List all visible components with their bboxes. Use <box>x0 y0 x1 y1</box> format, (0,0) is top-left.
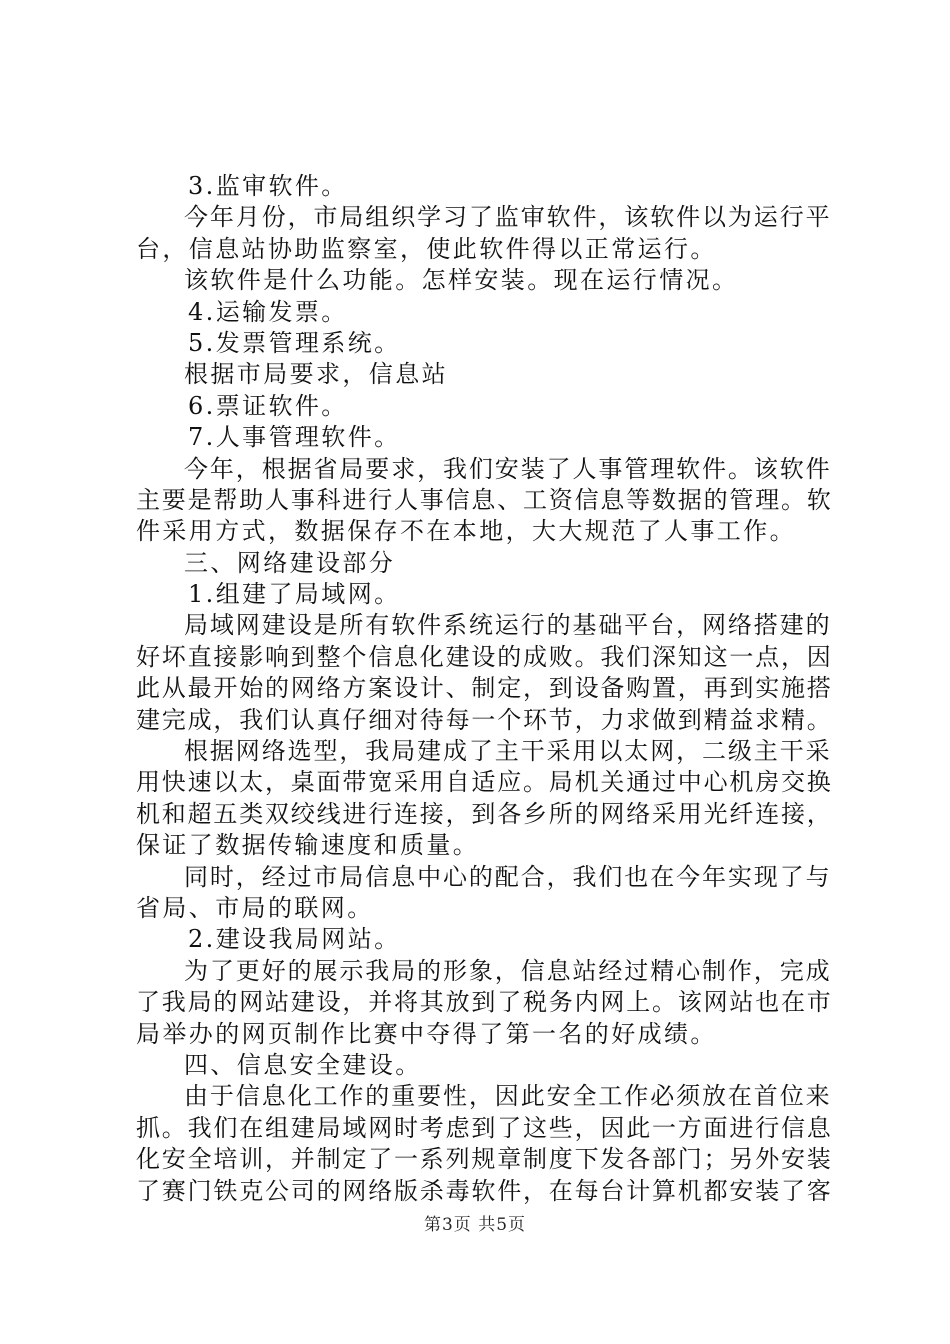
paragraph-line: 为了更好的展示我局的形象，信息站经过精心制作，完成 <box>184 956 832 985</box>
paragraph-line: 根据网络选型，我局建成了主干采用以太网，二级主干采 <box>184 737 832 766</box>
heading-line: 4.运输发票。 <box>188 297 348 326</box>
paragraph-line: 件采用方式，数据保存不在本地，大大规范了人事工作。 <box>136 517 796 546</box>
paragraph-line: 抓。我们在组建局域网时考虑到了这些，因此一方面进行信息 <box>136 1113 833 1142</box>
paragraph-line: 由于信息化工作的重要性，因此安全工作必须放在首位来 <box>184 1082 832 1111</box>
heading-line: 1.组建了局域网。 <box>188 580 401 609</box>
paragraph-line: 建完成，我们认真仔细对待每一个环节，力求做到精益求精。 <box>136 705 833 734</box>
paragraph-line: 主要是帮助人事科进行人事信息、工资信息等数据的管理。软 <box>136 485 833 514</box>
paragraph-line: 好坏直接影响到整个信息化建设的成败。我们深知这一点，因 <box>136 642 833 671</box>
page-number-footer: 第3页 共5页 <box>423 1215 527 1235</box>
paragraph-line: 今年月份，市局组织学习了监审软件，该软件以为运行平 <box>184 203 832 232</box>
heading-line: 6.票证软件。 <box>188 391 348 420</box>
section-heading: 三、网络建设部分 <box>184 548 396 577</box>
paragraph-line: 了我局的网站建设，并将其放到了税务内网上。该网站也在市 <box>136 988 833 1017</box>
paragraph-line: 该软件是什么功能。怎样安装。现在运行情况。 <box>184 266 739 295</box>
document-body <box>136 171 836 1207</box>
heading-line: 5.发票管理系统。 <box>188 328 401 357</box>
paragraph-line: 用快速以太，桌面带宽采用自适应。局机关通过中心机房交换 <box>136 768 833 797</box>
paragraph-line: 化安全培训，并制定了一系列规章制度下发各部门；另外安装 <box>136 1145 833 1174</box>
paragraph-line: 同时，经过市局信息中心的配合，我们也在今年实现了与 <box>184 862 832 891</box>
paragraph-line: 此从最开始的网络方案设计、制定，到设备购置，再到实施搭 <box>136 674 833 703</box>
heading-line: 7.人事管理软件。 <box>188 423 401 452</box>
paragraph-line: 局域网建设是所有软件系统运行的基础平台，网络搭建的 <box>184 611 832 640</box>
paragraph-line: 了赛门铁克公司的网络版杀毒软件，在每台计算机都安装了客 <box>136 1176 833 1205</box>
paragraph-line: 今年，根据省局要求，我们安装了人事管理软件。该软件 <box>184 454 832 483</box>
paragraph-line: 省局、市局的联网。 <box>136 893 374 922</box>
paragraph-line: 机和超五类双绞线进行连接，到各乡所的网络采用光纤连接， <box>136 799 833 828</box>
heading-line: 2.建设我局网站。 <box>188 925 401 954</box>
paragraph-line: 台，信息站协助监察室，使此软件得以正常运行。 <box>136 234 717 263</box>
heading-line: 3.监审软件。 <box>188 172 348 200</box>
paragraph-line: 根据市局要求，信息站 <box>184 360 448 389</box>
paragraph-line: 局举办的网页制作比赛中夺得了第一名的好成绩。 <box>136 1019 717 1048</box>
paragraph-line: 保证了数据传输速度和质量。 <box>136 831 480 860</box>
section-heading: 四、信息安全建设。 <box>184 1050 422 1079</box>
